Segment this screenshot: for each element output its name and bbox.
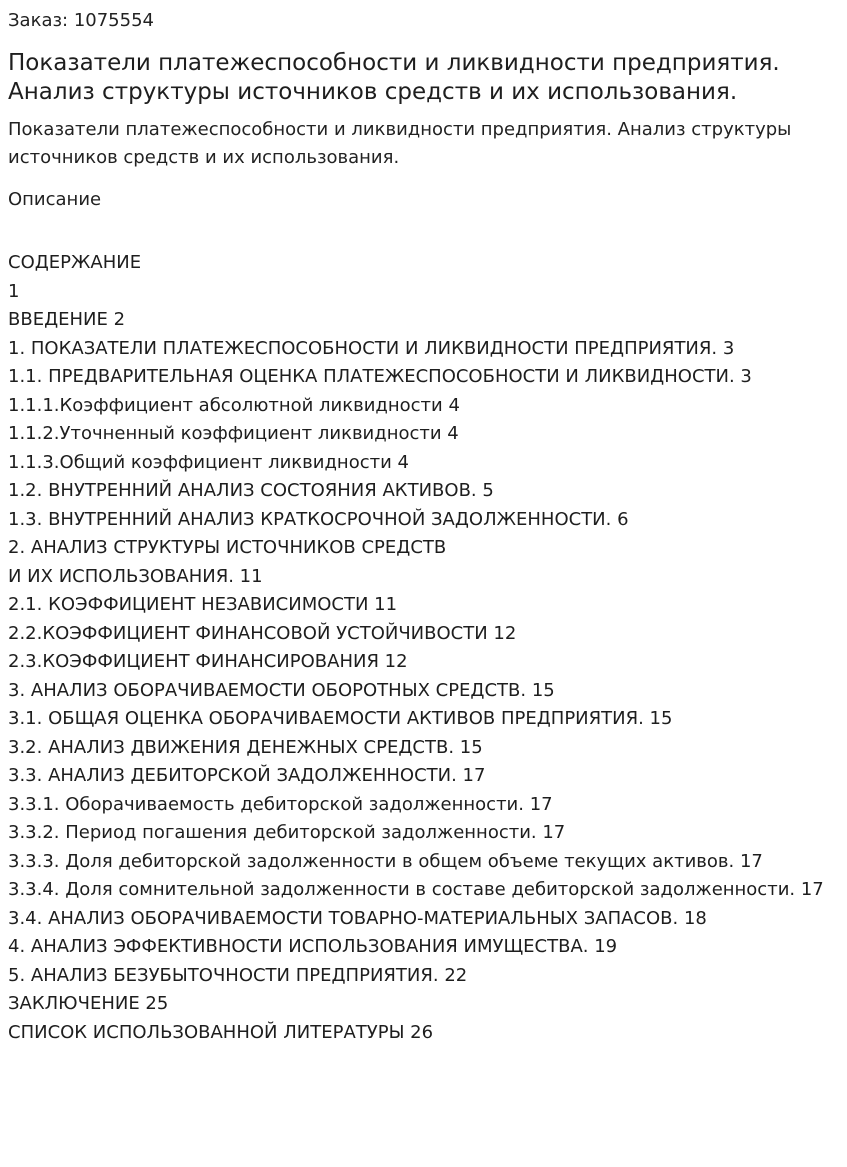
toc-entry: ЗАКЛЮЧЕНИЕ 25 [8,993,169,1014]
table-of-contents [8,249,843,1047]
toc-entry: 5. АНАЛИЗ БЕЗУБЫТОЧНОСТИ ПРЕДПРИЯТИЯ. 22 [8,964,468,986]
toc-entry: 3.4. АНАЛИЗ ОБОРАЧИВАЕМОСТИ ТОВАРНО-МАТЕРИАЛЬНЫХ ЗАПАСОВ. 18 [8,907,707,929]
toc-entry: 3. АНАЛИЗ ОБОРАЧИВАЕМОСТИ ОБОРОТНЫХ СРЕДСТВ. 15 [8,679,555,701]
toc-entry: 1.1. ПРЕДВАРИТЕЛЬНАЯ ОЦЕНКА ПЛАТЕЖЕСПОСОБНОСТИ И ЛИКВИДНОСТИ. 3 [8,366,752,387]
page-subtitle: Показатели платежеспособности и ликвидности предприятия. Анализ структуры источников средств и их использования. [8,119,792,168]
toc-entry: 3.3. АНАЛИЗ ДЕБИТОРСКОЙ ЗАДОЛЖЕННОСТИ. 17 [8,765,486,786]
toc-entry: 3.3.3. Доля дебиторской задолженности в общем объеме текущих активов. 17 [8,850,763,872]
toc-entry: СПИСОК ИСПОЛЬЗОВАННОЙ ЛИТЕРАТУРЫ 26 [8,1021,434,1043]
toc-entry: 1. ПОКАЗАТЕЛИ ПЛАТЕЖЕСПОСОБНОСТИ И ЛИКВИДНОСТИ ПРЕДПРИЯТИЯ. 3 [8,337,735,359]
toc-entry: 2. АНАЛИЗ СТРУКТУРЫ ИСТОЧНИКОВ СРЕДСТВ [8,537,447,558]
toc-entry: 3.1. ОБЩАЯ ОЦЕНКА ОБОРАЧИВАЕМОСТИ АКТИВОВ ПРЕДПРИЯТИЯ. 15 [8,708,673,729]
toc-entry: 1.1.3.Общий коэффициент ликвидности 4 [8,451,409,473]
page-title: Показатели платежеспособности и ликвидности предприятия. Анализ структуры источников средств и их использования. [8,50,780,105]
toc-entry: 3.3.4. Доля сомнительной задолженности в составе дебиторской задолженности. 17 [8,879,824,900]
toc-entry: ВВЕДЕНИЕ 2 [8,309,126,330]
toc-entry: 4. АНАЛИЗ ЭФФЕКТИВНОСТИ ИСПОЛЬЗОВАНИЯ ИМУЩЕСТВА. 19 [8,936,618,957]
toc-entry: 3.3.1. Оборачиваемость дебиторской задолженности. 17 [8,793,553,815]
toc-entry: И ИХ ИСПОЛЬЗОВАНИЯ. 11 [8,565,263,587]
toc-entry: 3.2. АНАЛИЗ ДВИЖЕНИЯ ДЕНЕЖНЫХ СРЕДСТВ. 15 [8,736,483,758]
toc-entry: 1.3. ВНУТРЕННИЙ АНАЛИЗ КРАТКОСРОЧНОЙ ЗАДОЛЖЕННОСТИ. 6 [8,508,629,530]
toc-entry: 1.2. ВНУТРЕННИЙ АНАЛИЗ СОСТОЯНИЯ АКТИВОВ. 5 [8,480,494,501]
toc-entry: 2.3.КОЭФФИЦИЕНТ ФИНАНСИРОВАНИЯ 12 [8,651,408,672]
toc-entry: 2.1. КОЭФФИЦИЕНТ НЕЗАВИСИМОСТИ 11 [8,594,398,615]
toc-entry: 2.2.КОЭФФИЦИЕНТ ФИНАНСОВОЙ УСТОЙЧИВОСТИ 12 [8,622,517,644]
toc-entry: СОДЕРЖАНИЕ [8,252,142,273]
order-number: Заказ: 1075554 [8,10,154,31]
toc-entry: 3.3.2. Период погашения дебиторской задолженности. 17 [8,822,566,843]
toc-entry: 1.1.1.Коэффициент абсолютной ликвидности 4 [8,394,460,416]
toc-entry: 1 [8,280,20,302]
toc-entry: 1.1.2.Уточненный коэффициент ликвидности 4 [8,423,459,444]
description-label: Описание [8,189,102,210]
